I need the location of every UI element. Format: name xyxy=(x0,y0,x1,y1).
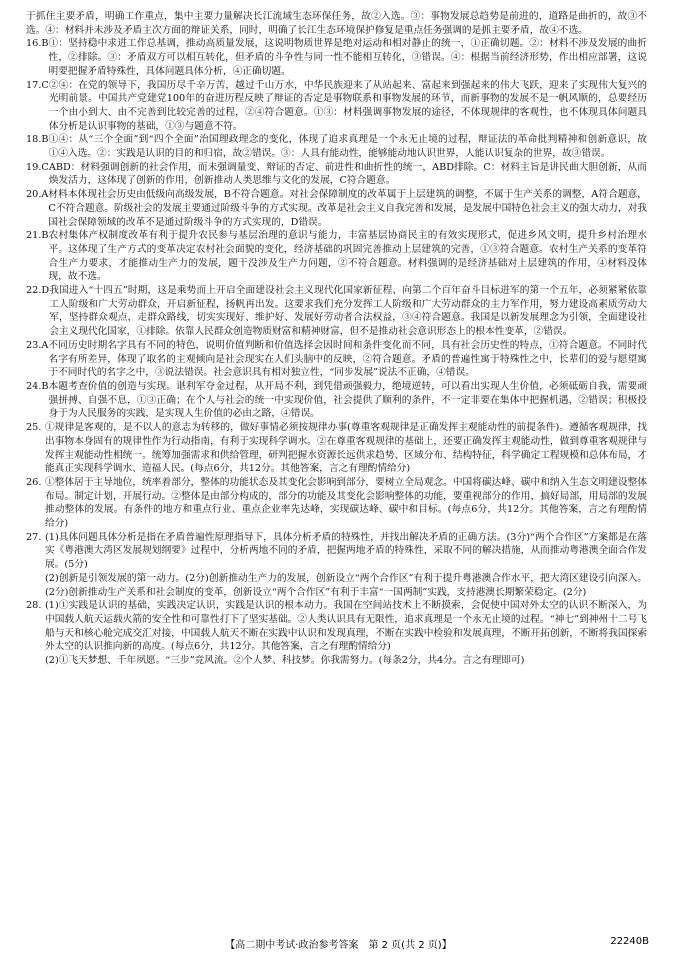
answer-body: ②④：在党的领导下，我国历尽千辛万苦，越过千山万水，中华民族迎来了从站起来、富起来到强起来的伟大飞跃，迎来了实现伟大复兴的光明前景。中国共产党建党100年的奋进历程反映了辩证的否定是事物联系和事物发展的环节，而新事物的发展不是一帆风顺的，总要经历一个由小到大、由不完善到比较完善的过程，②④符合题意。①③：材料强调事物发展的途径，不体现规律的客观性，也不体现具体问题具体分析是认识事物的基础，①③与题意不符。 xyxy=(48,79,647,132)
answer-number: 21.B xyxy=(26,230,49,242)
answer-number: 25. xyxy=(26,422,42,434)
answer-number: 27. xyxy=(26,531,42,543)
answer-part-2: (2)创新是引领发展的第一动力。(2分)创新推动生产力的发展，创新设立“两个合作区”有利于提升粤港澳合作水平，把大湾区建设引向深入。(2分)创新推动生产关系和社会制度的变革，创新设立“两个合作区”有利于丰富“一国两制”实践，支持港澳长期繁荣稳定。(2分) xyxy=(45,572,647,598)
answer-number: 24.B xyxy=(26,380,49,392)
continued-answer-text: 于抓住主要矛盾，明确工作重点，集中主要力量解决长江流域生态环保任务，故②入选。③：事物发展总趋势是前进的，道路是曲折的，故③不选。④：材料并未涉及矛盾主次方面的辩证关系，同时，明确了长江生态环境保护修复是重点任务强调的是抓主要矛盾，故④不选。 xyxy=(26,11,647,36)
footer-code: 22240B xyxy=(610,936,649,947)
answer-item xyxy=(26,229,647,284)
answer-part-2: (2)①飞天梦想、千年夙愿。“三步”竞风流。②个人梦、科技梦。你我需努力。(每条2分，共4分。言之有理即可) xyxy=(45,655,525,667)
footer-title: 【高二期中考试·政治参考答案 第 2 页(共 2 页)】 xyxy=(225,940,452,951)
answer-item xyxy=(26,133,647,160)
answer-number: 17.C xyxy=(26,79,49,91)
answer-body xyxy=(45,531,647,600)
answer-item xyxy=(26,284,647,339)
answer-body: 材料本体现社会历史由低级向高级发展，B不符合题意。对社会保障制度的改革属于上层建筑的调整，不属于生产关系的调整，A符合题意，C不符合题意。阶级社会的发展主要通过阶级斗争的方式实现。改革是社会主义自我完善和发展，是发展中国特色社会主义的强大动力，对我国社会保障领域的改革不是通过阶级斗争的方式实现的，D错误。 xyxy=(48,189,647,228)
answer-number: 23.A xyxy=(26,339,49,351)
answer-item xyxy=(26,421,647,476)
answer-body: ①规律是客观的，是不以人的意志为转移的，做好事情必须按规律办事(尊重客观规律是正确发挥主观能动性的前提条件)。遵循客观规律，找出事物本身固有的规律性作为行动指南，有利于实现科学调水。②在尊重客观规律的基础上，还要正确发挥主观能动性，做到尊重客观规律与发挥主观能动性相统一。统筹加强需求和供给管理，研判把握水资源长远供求趋势、区域分布、结构特征，科学确定工程规模和总体布局，才能真正实现科学调水、造福人民。(每点6分，共12分。其他答案，言之有理酌情给分) xyxy=(45,422,647,475)
answer-item xyxy=(26,476,647,531)
answer-item xyxy=(26,339,647,380)
answer-item xyxy=(26,188,647,229)
page-footer xyxy=(0,936,677,954)
answer-list xyxy=(26,37,647,530)
answer-body: 我国进入“十四五”时期，这是乘势而上开启全面建设社会主义现代化国家新征程、向第二个百年奋斗目标进军的第一个五年，必须紧紧依靠工人阶级和广大劳动群众，开启新征程，扬帆再出发。这要求我们充分发挥工人阶级和广大劳动群众的主力军作用，努力建设高素质劳动大军，坚持群众观点，走群众路线，切实实现好、维护好、发展好劳动者合法权益，③④符合题意。我国是以新发展理念为引领，全面建设社会主义现代化国家，①排除。依靠人民群众创造物质财富和精神财富，但不是推动社会意识形态上的根本性变革，②错误。 xyxy=(49,285,647,338)
answer-item xyxy=(26,79,647,134)
answer-item-28 xyxy=(26,599,647,668)
answer-body: 农村集体产权制度改革有利于提升农民参与基层治理的意识与能力，丰富基层协商民主的有效实现形式，促进乡风文明，提升乡村治理水平。这体现了生产方式的变革决定农村社会面貌的变化，经济基础的巩固完善推动上层建筑的完善，①③符合题意。农村生产关系的变革符合生产力要求，才能推动生产力的发展，题干没涉及生产力问题，②不符合题意。材料强调的是经济基础对上层建筑的作用，④材料没体现，故不选。 xyxy=(48,230,647,283)
answer-part-1: (1)具体问题具体分析是指在矛盾普遍性原理指导下，具体分析矛盾的特殊性，并找出解决矛盾的正确方法。(3分)“两个合作区”方案都是在落实《粤港澳大湾区发展规划纲要》过程中，分析两地不同的矛盾，把握两地矛盾的特殊性，采取不同的解决措施，从而推动粤港澳全面合作发展。(5分) xyxy=(45,531,647,571)
answer-part-1: (1)①实践是认识的基础，实践决定认识，实践是认识的根本动力。我国在空间站技术上不断摸索，会促使中国对外太空的认识不断深入，为中国载人航天运载火箭的安全性和可靠性打下了坚实基础。②人类认识具有无限性，追求真理是一个永无止境的过程。“神七”到神州十二号飞船与天和核心舱完成交汇对接，中国载人航天不断在实践中认识和发现真理，不断在实践中检验和发展真理，不断开拓创新，不断将我国探索外太空的认识推向新的高度。(每点6分，共12分。其他答案，言之有理酌情给分) xyxy=(45,600,647,653)
answer-body xyxy=(45,599,647,668)
answer-number: 22.D xyxy=(26,285,50,297)
answer-body: 不同历史时期名字具有不同的特色，说明价值判断和价值选择会因时间和条件变化而不同，具有社会历史性的特点，①符合题意。不同时代名字有所差异，体现了取名的主观倾向是社会现实在人们头脑中的反映，②符合题意。矛盾的普遍性寓于特殊性之中，长辈们的爱与愿望寓于不同时代的名字之中，③说法错误。社会意识具有相对独立性，“同步发展”说法不正确，④错误。 xyxy=(48,339,647,379)
answer-body: ABD：材料强调创新的社会作用，而未强调量变、辩证的否定、前进性和曲折性的统一，ABD排除。C：材料主旨是讲民曲大胆创新，从而焕发活力，这体现了创新的作用，创新推动人类思维与文化的发展，C符合题意。 xyxy=(48,161,647,187)
answer-number: 26. xyxy=(26,476,42,488)
answer-number: 20.A xyxy=(26,189,49,201)
answer-body: 本题考查价值的创造与实现。谌利军夺金过程，从开局不利，到凭借顽强毅力，绝境逆转，可以看出实现人生价值，必须砥砺自我，需要顽强拼搏、自强不息，①③正确；在个人与社会的统一中实现价值，社会提供了顺利的条件，不一定非要在集体中把握机遇，②错误；积极投身于为人民服务的实践，是实现人生价值的必由之路，④错误。 xyxy=(48,380,647,420)
answer-body: ①：坚持稳中求进工作总基调，推动高质量发展，这说明物质世界是绝对运动和相对静止的统一，①正确切题。②：材料不涉及发展的曲折性，②排除。③：矛盾双方可以相互转化，但矛盾的斗争性与同一性不能相互转化，③错误。④：根据当前经济形势，作出相应部署，这说明要把握矛盾特殊性，具体问题具体分析，④正确切题。 xyxy=(48,38,647,77)
answer-item xyxy=(26,380,647,421)
answer-number: 18.B xyxy=(26,134,49,146)
answer-body: ①整体居于主导地位，统率着部分，整体的功能状态及其变化会影响到部分，要树立全局观念。中国将碳达峰、碳中和纳入生态文明建设整体布局。制定计划，开展行动。②整体是由部分构成的，部分的功能及其变化会影响整体的功能，要重视部分的作用，搞好局部，用局部的发展推动整体的发展。有条件的地方和重点行业、重点企业率先达峰，实现碳达峰、碳中和目标。(每点6分，共12分。其他答案，言之有理酌情给分) xyxy=(45,476,647,530)
answer-item xyxy=(26,37,647,78)
answer-number: 19.C xyxy=(26,161,49,173)
answer-number: 28. xyxy=(26,600,42,612)
answer-item xyxy=(26,161,647,188)
answer-body: ①④：从“三个全面”到“四个全面”治国理政理念的变化，体现了追求真理是一个永无止境的过程，辩证法的革命批判精神和创新意识，故①④入选。②：实践是认识的目的和归宿，故②错误。③：人具有能动性，能够能动地认识世界，人能认识复杂的世界，故③错误。 xyxy=(48,134,647,160)
answer-number: 16.B xyxy=(26,38,49,50)
answer-item-27 xyxy=(26,531,647,600)
